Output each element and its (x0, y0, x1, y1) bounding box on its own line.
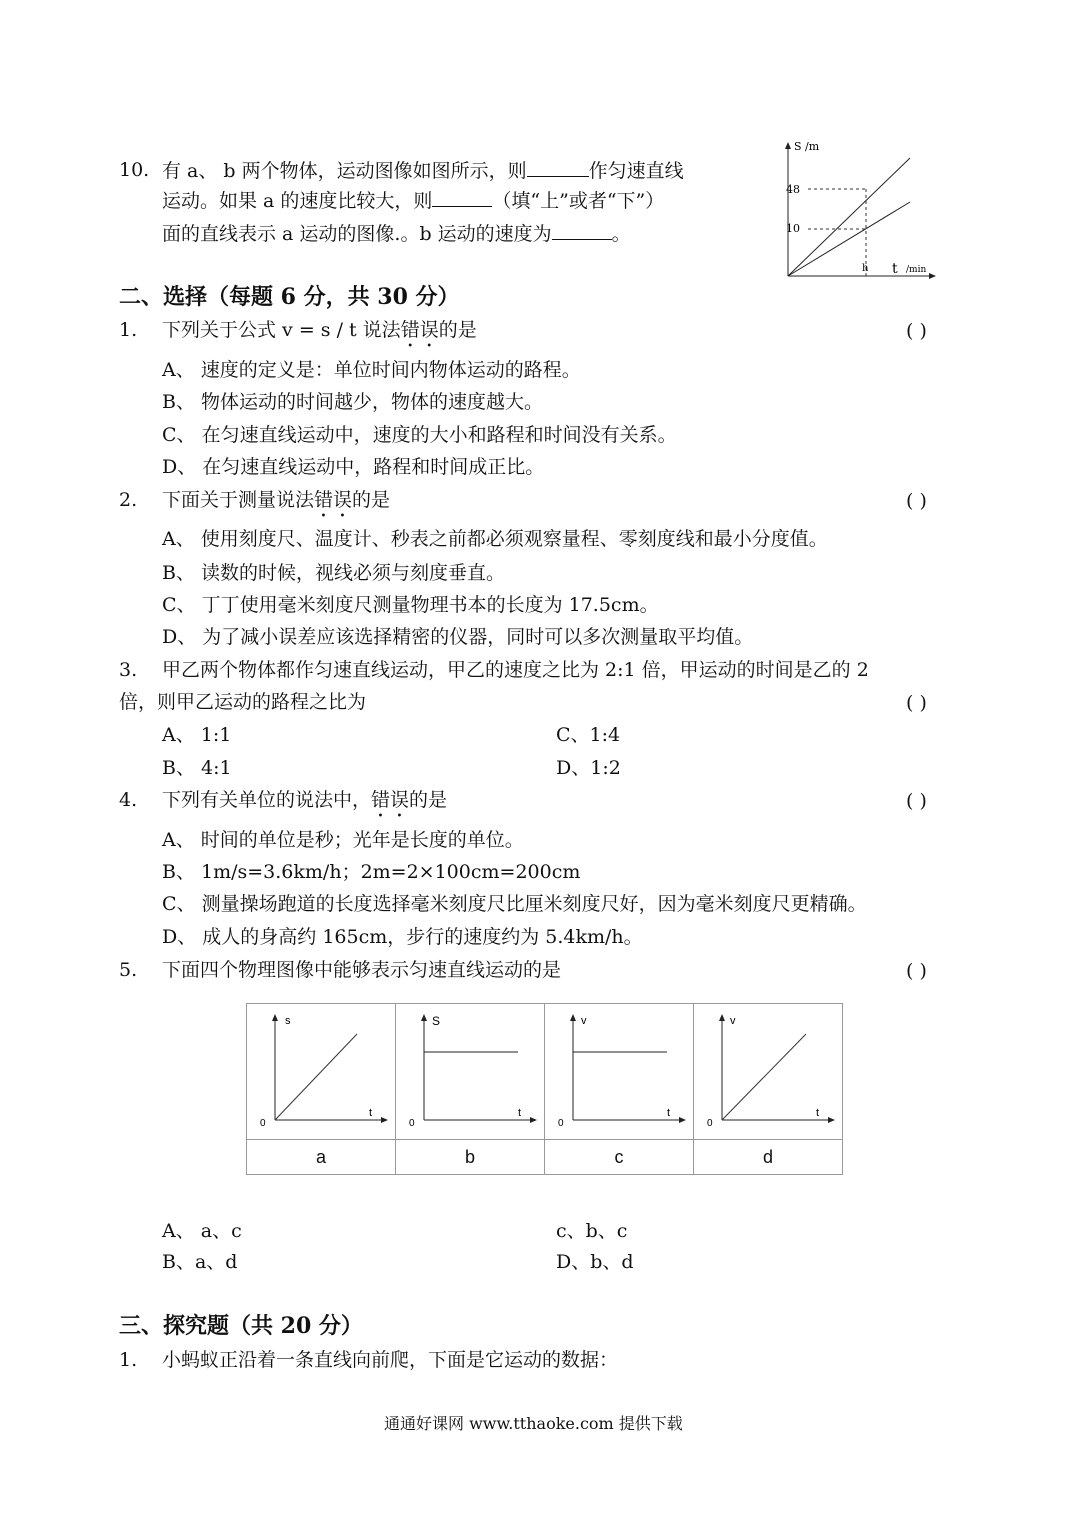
graph-cell-b (396, 1004, 545, 1140)
option-b: B、 物体运动的时间越少，物体的速度越大。 (162, 391, 544, 413)
option-b: B、 读数的时候，视线必须与刻度垂直。 (162, 562, 506, 584)
emphasis-text: 错误 (371, 789, 410, 811)
answer-parentheses[interactable]: ( ) (906, 320, 927, 342)
option-d: D、 在匀速直线运动中，路程和时间成正比。 (162, 456, 545, 478)
y-axis-label: v (581, 1015, 587, 1027)
y-axis-label: v (730, 1015, 736, 1027)
y-axis-arrow (785, 142, 791, 149)
option-b: B、 1m/s=3.6km/h；2m=2×100cm=200cm (162, 861, 581, 883)
y-tick-10: 10 (786, 222, 800, 235)
question-stem (162, 488, 390, 522)
answer-parentheses[interactable]: ( ) (906, 960, 927, 982)
y-axis-label: S (432, 1014, 441, 1028)
answer-parentheses[interactable]: ( ) (906, 692, 927, 714)
question-line (162, 221, 631, 246)
option-d: D、 成人的身高约 165cm，步行的速度约为 5.4km/h。 (162, 926, 643, 948)
graph-cell-a (247, 1004, 396, 1140)
option-d: D、 为了减小误差应该选择精密的仪器，同时可以多次测量取平均值。 (162, 626, 754, 648)
graph-b (396, 1004, 544, 1134)
option-c: C、 丁丁使用毫米刻度尺测量物理书本的长度为 17.5cm。 (162, 594, 659, 616)
section-title: 二、选择（每题 6 分，共 30 分） (119, 284, 460, 310)
question-number: 4. (119, 789, 138, 811)
question-text: 下面四个物理图像中能够表示匀速直线运动的是 (162, 959, 562, 981)
graph-cell-d (694, 1004, 843, 1140)
x-axis-label: t (816, 1107, 820, 1119)
page-footer: 通通好课网 www.tthaoke.com 提供下载 (384, 1414, 683, 1433)
question-number: 1. (119, 319, 138, 341)
question-text: 下列关于公式 v = s / t 说法 (162, 319, 401, 341)
option-a: A、 使用刻度尺、温度计、秒表之前都必须观察量程、零刻度线和最小分度值。 (162, 528, 828, 550)
option-a: A、 1:1 (162, 724, 232, 746)
question-text: 运动。如果 a 的速度比较大，则 (162, 190, 433, 212)
graph-caption: c (545, 1140, 694, 1175)
question-text: 的是 (352, 489, 391, 511)
question-stem (162, 788, 447, 822)
graph-caption: a (247, 1140, 396, 1175)
graph-a (247, 1004, 395, 1134)
line-a (788, 158, 910, 276)
graph-caption: b (396, 1140, 545, 1175)
option-a: A、 速度的定义是：单位时间内物体运动的路程。 (162, 359, 581, 381)
y-tick-48: 48 (786, 183, 800, 196)
question-text: 的是 (409, 789, 448, 811)
question-line (162, 188, 664, 213)
x-axis-label: t (892, 261, 898, 277)
y-axis-label: S /m (794, 140, 820, 153)
question-number: 2. (119, 489, 138, 511)
graph-c (545, 1004, 693, 1134)
section-title: 三、探究题（共 20 分） (119, 1313, 363, 1339)
question-number: 3. (119, 659, 138, 681)
question-text: 小蚂蚁正沿着一条直线向前爬，下面是它运动的数据： (162, 1349, 619, 1371)
question-text: （填“上”或者“下”） (492, 190, 665, 212)
origin-label: 0 (707, 1118, 713, 1129)
origin-label: 0 (260, 1118, 266, 1129)
question-stem (162, 318, 477, 352)
question-text: 的是 (438, 319, 477, 341)
question-number: 1. (119, 1349, 138, 1371)
question-text: 下面关于测量说法 (162, 489, 315, 511)
emphasis-text: 错误 (314, 489, 353, 511)
option-c: c、b、c (556, 1220, 628, 1242)
graph-caption: d (694, 1140, 843, 1175)
answer-blank[interactable] (527, 158, 589, 177)
question-text: 有 a、 b 两个物体，运动图像如图所示，则 (162, 160, 527, 182)
x-axis-label: t (369, 1107, 373, 1119)
option-d: D、b、d (556, 1251, 634, 1273)
x-axis-unit: /min (906, 265, 927, 275)
question-text: 作匀速直线 (588, 160, 684, 182)
x-axis-label: t (518, 1107, 522, 1119)
emphasis-text: 错误 (400, 319, 439, 341)
x-axis-label: t (667, 1107, 671, 1119)
question-text: 。 (611, 223, 631, 245)
question-text: 面的直线表示 a 运动的图像.。b 运动的速度为 (162, 223, 552, 245)
option-b: B、a、d (162, 1251, 238, 1273)
answer-blank[interactable] (552, 221, 612, 240)
option-d: D、1:2 (556, 757, 621, 779)
question-number: 10. (119, 159, 150, 181)
option-a: A、 时间的单位是秒；光年是长度的单位。 (162, 829, 524, 851)
graph-table (246, 1003, 843, 1175)
answer-parentheses[interactable]: ( ) (906, 490, 927, 512)
graph-d (694, 1004, 842, 1134)
question-line: 倍，则甲乙运动的路程之比为 (119, 691, 367, 713)
option-c: C、 测量操场跑道的长度选择毫米刻度尺比厘米刻度尺好，因为毫米刻度尺更精确。 (162, 893, 867, 915)
x-tick-h: h (862, 263, 869, 274)
y-axis-label: s (285, 1015, 291, 1027)
answer-blank[interactable] (432, 188, 492, 207)
question-line: 甲乙两个物体都作匀速直线运动，甲乙的速度之比为 2:1 倍，甲运动的时间是乙的 2 (162, 659, 869, 681)
question-text: 下列有关单位的说法中， (162, 789, 372, 811)
option-a: A、 a、c (162, 1220, 242, 1242)
option-c: C、1:4 (556, 724, 621, 746)
graph-cell-c (545, 1004, 694, 1140)
motion-graph-ab (780, 132, 940, 282)
question-number: 5. (119, 959, 138, 981)
origin-label: 0 (409, 1118, 415, 1129)
x-axis-arrow (929, 273, 936, 279)
answer-parentheses[interactable]: ( ) (906, 790, 927, 812)
question-line (162, 158, 684, 183)
origin-label: 0 (558, 1118, 564, 1129)
option-c: C、 在匀速直线运动中，速度的大小和路程和时间没有关系。 (162, 424, 677, 446)
option-b: B、 4:1 (162, 757, 232, 779)
